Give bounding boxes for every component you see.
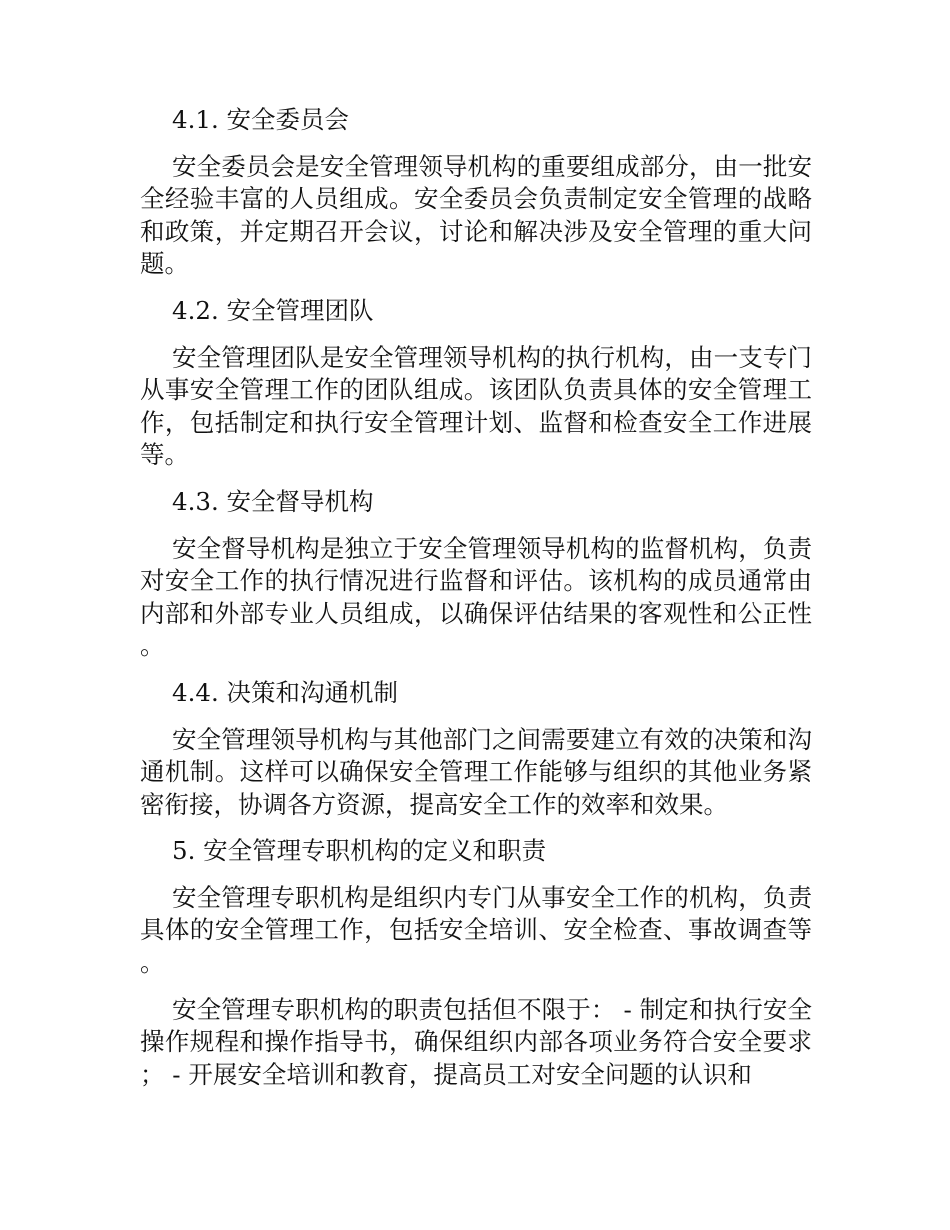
section-heading-5: 5. 安全管理专职机构的定义和职责 [172,836,547,866]
paragraph-dedicated-agency-duties: 安全管理专职机构的职责包括但不限于： - 制定和执行安全操作规程和操作指导书，确保组织内部各项业务符合安全要求； - 开展安全培训和教育，提高员工对安全问题的认识和 [140,994,812,1089]
section-heading-4-1: 4.1. 安全委员会 [172,105,350,134]
section-heading-4-2: 4.2. 安全管理团队 [172,295,374,325]
paragraph-safety-committee: 安全委员会是安全管理领导机构的重要组成部分，由一批安全经验丰富的人员组成。安全委员会负责制定安全管理的战略和政策，并定期召开会议，讨论和解决涉及安全管理的重大问题。 [140,151,812,279]
paragraph-safety-supervision: 安全督导机构是独立于安全管理领导机构的监督机构，负责对安全工作的执行情况进行监督和评估。该机构的成员通常由内部和外部专业人员组成，以确保评估结果的客观性和公正性。 [140,533,812,661]
section-heading-4-3: 4.3. 安全督导机构 [172,486,374,516]
document-body [140,104,812,1105]
paragraph-safety-management-team: 安全管理团队是安全管理领导机构的执行机构，由一支专门从事安全管理工作的团队组成。该团队负责具体的安全管理工作，包括制定和执行安全管理计划、监督和检查安全工作进展等。 [140,342,812,470]
section-heading-4-4: 4.4. 决策和沟通机制 [172,677,399,707]
paragraph-decision-communication: 安全管理领导机构与其他部门之间需要建立有效的决策和沟通机制。这样可以确保安全管理工作能够与组织的其他业务紧密衔接，协调各方资源，提高安全工作的效率和效果。 [140,724,812,819]
paragraph-dedicated-agency-definition: 安全管理专职机构是组织内专门从事安全工作的机构，负责具体的安全管理工作，包括安全培训、安全检查、事故调查等。 [140,882,812,978]
